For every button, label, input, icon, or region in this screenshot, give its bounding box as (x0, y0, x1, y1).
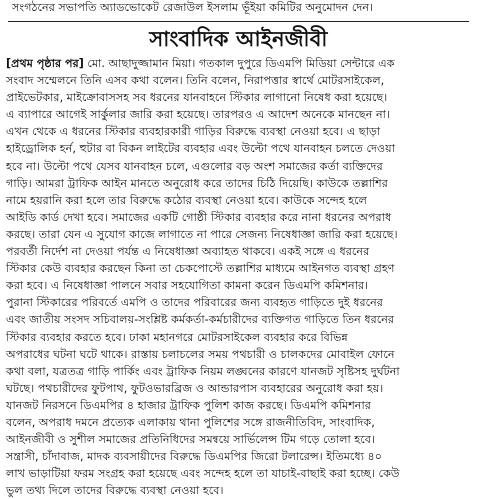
section-divider (8, 21, 469, 22)
article-line: আইনজীবী ও সুশীল সমাজের প্রতিনিধিদের সমন্বয়ে সার্ভিলেন্স টিম গড়ে তোলা হবে। (6, 433, 375, 447)
article-line: এ ব্যাপারে আগেই সার্কুলার জারি করা হয়েছে। তারপরও এ আদেশ অনেকে মানছেন না। (6, 108, 390, 122)
previous-article-last-line: সংগঠনের সভাপতি অ্যাডভোকেট রেজাউল ইসলাম ভূঁইয়া কমিটির অনুমোদন দেন। (12, 1, 374, 14)
article-line: এখন থেকে এ ধরনের স্টিকার ব্যবহারকারী গাড়ির বিরুদ্ধে ব্যবস্থা নেওয়া হবে। এ ছাড়া (6, 125, 381, 139)
article-line: ঘটছে। পথচারীদের ফুটপাথ, ফুটওভারব্রিজ ও আন্ডারপাস ব্যবহারের অনুরোধ করা হয়। (6, 381, 384, 395)
article-line: এবং জাতীয় সংসদ সচিবালয়-সংশ্লিষ্ট কর্মকর্তা-কর্মচারীদের ব্যক্তিগত গাড়িতে তিন ধরনের (6, 313, 395, 327)
article-line: গাড়ি। আমরা ট্রাফিক আইন মানতে অনুরোধ করে তাদের চিঠি দিয়েছি। কাউকে তল্লাশির (6, 176, 388, 190)
article-headline: সাংবাদিক আইনজীবী (149, 27, 328, 51)
article-line: লাখ ভাড়াটিয়া ফরম সংগ্রহ করা হয়েছে এবং সন্দেহ হলে তা যাচাই-বাছাই করা হচ্ছে। কেউ (6, 467, 400, 481)
article-line: পরবর্তী নির্দেশ না দেওয়া পর্যন্ত এ নিষেধাজ্ঞা অব্যাহত থাকবে। একই সঙ্গে এ ধরনের (6, 245, 370, 259)
article-line: সংবাদ সম্মেলনে তিনি এসব কথা বলেন। তিনি বলেন, নিরাপত্তার স্বার্থে মোটরসাইকেল, (6, 74, 385, 88)
article-line-text: মো. আছাদুজ্জামান মিয়া। গতকাল দুপুরে ডিএমপি মিডিয়া সেন্টারে এক (83, 57, 395, 70)
article-line (6, 55, 472, 72)
article-line: অপরাধের ঘটনা ঘটে থাকে। রাস্তায় চলাচলের সময় পথচারী ও চালকদের মোবাইল ফোনে (6, 347, 395, 361)
article-line: করা হবে। এ নিষেধাজ্ঞা পালনে সবার সহযোগিতা কামনা করেন ডিএমপি কমিশনার। (6, 279, 369, 293)
article-line: নামে হয়রানি করা হলে তার বিরুদ্ধে কঠোর ব্যবস্থা নেওয়া হবে। কাউকে সন্দেহ হলে (6, 193, 367, 207)
article-line: বলেন, অপরাধ দমনে প্রত্যেক এলাকায় থানা পুলিশের সঙ্গে রাজনীতিবিদ, সাংবাদিক, (6, 415, 375, 429)
article-line: করছে। তারা যেন এ সুযোগ কাজে লাগাতে না পারে সেজন্য নিষেধাজ্ঞা জারি করা হয়েছে। (6, 227, 398, 241)
continued-from-front-page-label: [প্রথম পৃষ্ঠার পর] (6, 57, 84, 70)
article-line: যানজট নিরসনে ডিএমপির ৪ হাজার ট্রাফিক পুলিশ কাজ করছে। ডিএমপি কমিশনার (6, 398, 371, 412)
article-line: কথা বলা, যত্রতত্র গাড়ি পার্কিং এবং ট্রাফিক নিয়ম লঙ্ঘনের কারণে যানজট সৃষ্টিসহ দুর্ঘটনা (6, 364, 400, 378)
article-line: পুরানা স্টিকারের পরিবর্তে এমপি ও তাদের পরিবারের জন্য ব্যবহৃত গাড়িতে দুই ধরনের (6, 296, 383, 310)
article-line: হবে না। উল্টো পথে যেসব যানবাহন চলে, এগুলোর বড় অংশ সমাজের কর্তা ব্যক্তিদের (6, 159, 383, 173)
article-line: হাইড্রোলিক হর্ন, হুটার বা বিকন লাইটের ব্যবহার এবং উল্টো পথে যানবাহন চলতে দেওয়া (6, 142, 395, 156)
article-line: প্রাইভেটকার, মাইক্রোবাসসহ সব ধরনের যানবাহনে স্টিকার লাগানো নিষেধ করা হয়েছে। (6, 91, 388, 105)
article-line: স্টিকার ব্যবহার করতে হবে। ঢাকা মহানগরে মোটরসাইকেল ব্যবহার করে বিভিন্ন (6, 330, 348, 344)
article-line: আইডি কার্ড দেখা হবে। সমাজের একটি গোষ্ঠী স্টিকার ব্যবহার করে নানা ধরনের অপরাধ (6, 210, 392, 224)
article-body (6, 55, 472, 499)
article-line: সন্ত্রাসী, চাঁদাবাজ, মাদক ব্যবসায়ীদের বিরুদ্ধে ডিএমপির জিরো টলারেন্স। ইতিমধ্যে ৪০ (6, 450, 383, 464)
article-line: স্টিকার কেউ ব্যবহার করছেন কিনা তা চেকপোস্টে তল্লাশির মাধ্যমে আইনগত ব্যবস্থা গ্রহণ (6, 262, 395, 276)
article-line: ভুল তথ্য দিলে তাদের বিরুদ্ধে ব্যবস্থা নেওয়া হবে। (6, 484, 224, 498)
